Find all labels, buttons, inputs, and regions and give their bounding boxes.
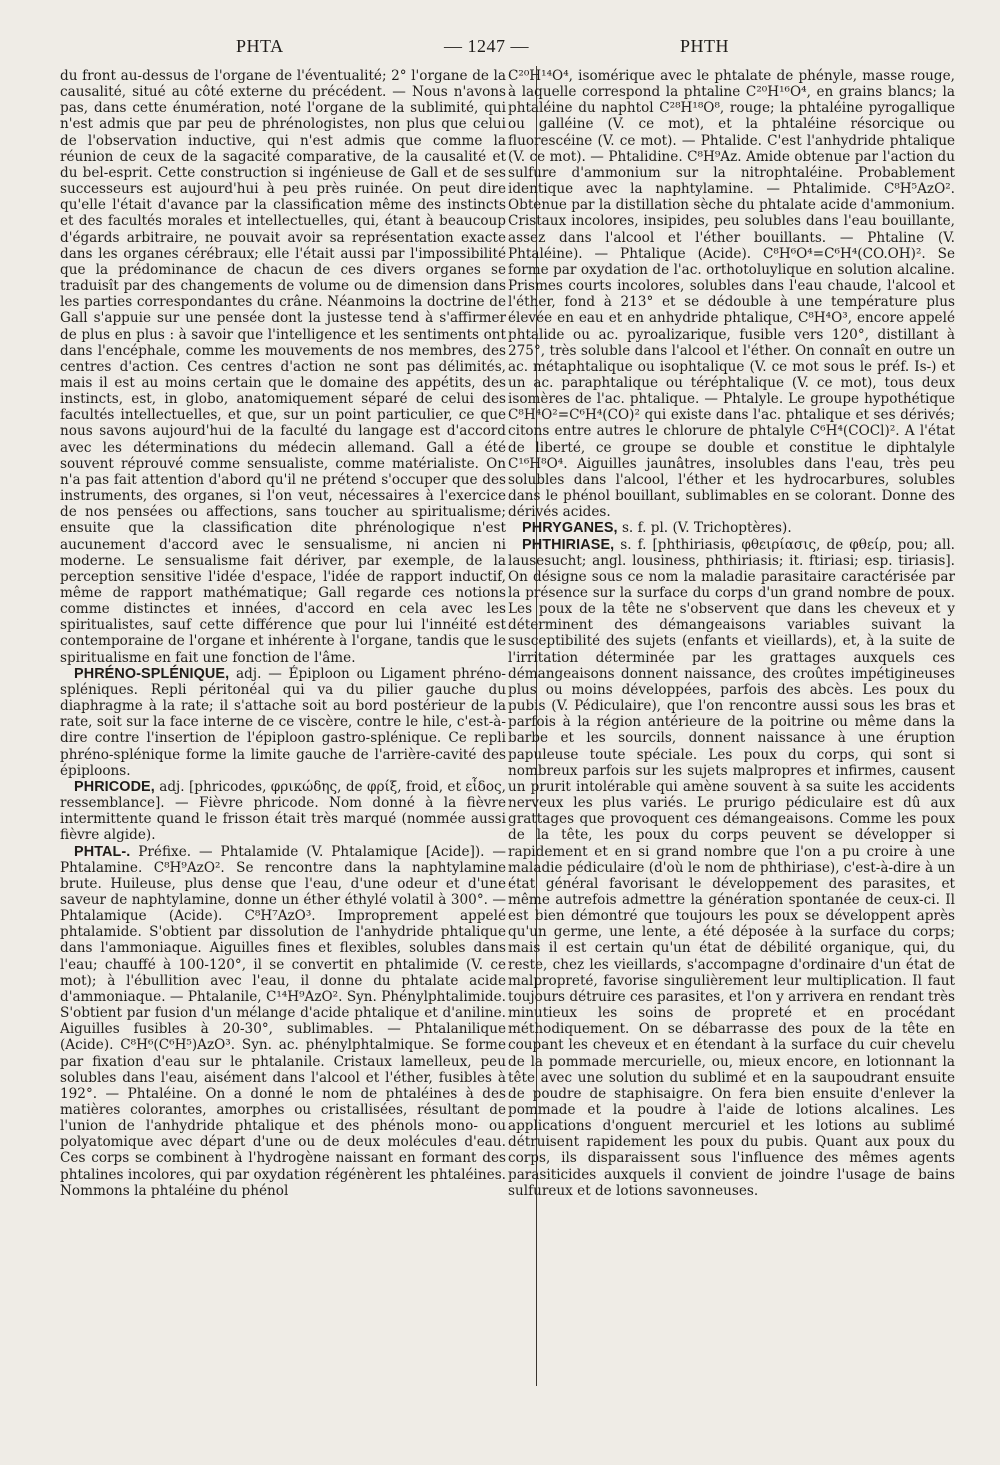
entry-body: Préfixe. — Phtalamide (V. Phtalamique [Acide]). — Phtalamine. C⁸H⁹AzO². Se rencontre dans la naphtylamine brute. Huileuse, plus dense que l'eau, d'une odeur et d'une saveur de naphtylamine, donne un éther éthylé volatil à 300°. — Phtalamique (Acide). C⁸H⁷AzO³. Improprement appelé phtalamide. S'obtient par dissolution de l'anhydride phtalique dans l'ammoniaque. Aiguilles fines et flexibles, solubles dans l'eau; chauffé à 100-120°, il se convertit en phtalimide (V. ce mot); à l'ébullition avec l'eau, il donne du phtalate acide d'ammoniaque. — Phtalanile, C¹⁴H⁹AzO². Syn. Phénylphtalimide. S'obtient par fusion d'un mélange d'acide phtalique et d'aniline. Aiguilles fusibles à 20-30°, sublimables. — Phtalanilique (Acide). C⁸H⁶(C⁶H⁵)AzO³. Syn. ac. phénylphtalmique. Se forme par fixation d'eau sur le phtalanile. Cristaux lamelleux, peu solubles dans l'eau, aisément dans l'alcool et l'éther, fusibles à 192°. — Phtaléine. On a donné le nom de phtaléines à des matières colorantes, amorphes ou cristallisées, résultant de l'union de l'anhydride phtalique et des phénols mono- ou polyatomique avec départ d'une ou de deux molécules d'eau. Ces corps se combinent à l'hydrogène naissant en formant des phtalines incolores, qui par oxydation régénèrent les phtaléines. Nommons la phtaléine du phénol	[60, 843, 506, 1199]
headword: PHRYGANES,	[522, 520, 618, 537]
continued-paragraph: C²⁰H¹⁴O⁴, isomérique avec le phtalate de phényle, masse rouge, à laquelle correspond la phtaline C²⁰H¹⁶O⁴, en grains blancs; la phtaléine du naphtol C²⁸H¹⁸O⁸, rouge; la phtaléine pyrogallique ou galléine (V. ce mot), et la phtaléine résorcique ou fluorescéine (V. ce mot). — Phtalide. C'est l'anhydride phtalique (V. ce mot). — Phtalidine. C⁸H⁹Az. Amide obtenue par l'action du sulfure d'ammonium sur la nitrophtaléine. Probablement identique avec la naphtylamine. — Phtalimide. C⁸H⁵AzO². Obtenue par la distillation sèche du phtalate acide d'ammonium. Cristaux incolores, insipides, peu solubles dans l'eau bouillante, assez dans l'alcool et l'éther bouillants. — Phtaline (V. Phtaléine). — Phtalique (Acide). C⁸H⁶O⁴=C⁶H⁴(CO.OH)². Se forme par oxydation de l'ac. orthotoluylique en solution alcaline. Prismes courts incolores, solubles dans l'eau chaude, l'alcool et l'éther, fond à 213° et se dédouble à une température plus élevée en eau et en anhydride phtalique, C⁸H⁴O³, encore appelé phtalide ou ac. pyroalizarique, fusible vers 120°, distillant à 275°, très soluble dans l'alcool et l'éther. On connaît en outre un ac. métaphtalique ou isophtalique (V. ce mot sous le préf. Is-) et un ac. paraphtalique ou téréphtalique (V. ce mot), tous deux isomères de l'ac. phtalique. — Phtalyle. Le groupe hypothétique C⁸H⁴O²=C⁶H⁴(CO)² qui existe dans l'ac. phtalique et ses dérivés; citons entre autres le chlorure de phtalyle C⁶H⁴(COCl)². A l'état de liberté, ce groupe se double et constitue le diphtalyle C¹⁶H⁸O⁴. Aiguilles jaunâtres, insolubles dans l'eau, très peu solubles dans l'alcool, l'éther et les hydrocarbures, solubles dans le phénol bouillant, sublimables en se colorant. Donne des dérivés acides.	[508, 68, 955, 521]
entry-phtal	[60, 844, 506, 1199]
running-header	[40, 30, 980, 62]
entry-phthiriase	[508, 537, 955, 1199]
headword: PHRICODE,	[74, 778, 155, 795]
entry-phricode	[60, 779, 506, 844]
page-number: — 1247 —	[444, 36, 529, 56]
headword: PHTHIRIASE,	[522, 536, 615, 553]
left-column	[60, 68, 506, 1199]
header-right-guideword: PHTH	[680, 36, 730, 56]
entry-body: adj. [phricodes, φρικώδης, de φρίξ, froid, et εἶδος, ressemblance]. — Fièvre phricode. Nom donné à la fièvre intermittente quand le frisson était très marqué (nommée aussi fièvre algide).	[60, 778, 506, 844]
headword: PHTAL-.	[74, 843, 131, 860]
entry-body: s. f. [phthiriasis, φθειρίασις, de φθείρ, pou; all. lausesucht; angl. lousiness, phthiriasis; it. ftiriasi; esp. tiriasis]. On désigne sous ce nom la maladie parasitaire caractérisée par la présence sur la surface du corps d'un grand nombre de poux. Les poux de la tête ne s'observent que dans les cheveux et y déterminent des démangeaisons variables suivant la susceptibilité des sujets (enfants et vieillards), et, à la suite de l'irritation déterminée par les grattages auxquels ces démangeaisons donnent naissance, des croûtes impétigineuses plus ou moins développées, parfois des abcès. Les poux du pubis (V. Pédiculaire), que l'on rencontre aussi sous les bras et parfois à la région antérieure de la poitrine ou même dans la barbe et les sourcils, donnent naissance à une éruption papuleuse toute spéciale. Les poux du corps, qui sont si nombreux parfois sur les sujets malpropres et infirmes, causent un prurit intolérable qui amène souvent à sa suite les accidents nerveux les plus variés. Le prurigo pédiculaire est dû aux grattages que provoquent ces démangeaisons. Comme les poux de la tête, les poux du corps peuvent se développer si rapidement et en si grand nombre que l'on a pu croire à une maladie pédiculaire (d'où le nom de phthiriase), c'est-à-dire à un état général favorisant le développement des parasites, et même autrefois admettre la génération spontanée de ceux-ci. Il est bien démontré que toujours les poux se développent après qu'un germe, une lente, a été déposée à la surface du corps; mais il est certain qu'un état de débilité organique, qui, du reste, chez les vieillards, s'accompagne d'ordinaire d'un état de malpropreté, favorise singulièrement leur multiplication. Il faut toujours détruire ces parasites, et l'on y arrivera en rendant très minutieux les soins de propreté et en procédant méthodiquement. On se débarrasse des poux de la tête en coupant les cheveux et en étendant à la surface du cuir chevelu de la pommade mercurielle, ou, mieux encore, en lotionnant la tête avec une solution du sublimé et en la saupoudrant ensuite de poudre de staphisaigre. On fera bien ensuite d'enlever la pommade et la poudre à l'aide de lotions alcalines. Les applications d'onguent mercuriel et les lotions au sublimé détruisent rapidement les poux du pubis. Quant aux poux du corps, ils disparaissent sous l'influence des mêmes agents parasiticides auxquels il convient de joindre l'usage de bains sulfureux et de lotions savonneuses.	[508, 536, 955, 1199]
entry-phreno-splenique	[60, 666, 506, 779]
entry-body: s. f. pl. (V. Trichoptères).	[621, 520, 792, 537]
headword: PHRÉNO-SPLÉNIQUE,	[74, 665, 230, 682]
right-column	[508, 68, 955, 1199]
entry-phryganes	[508, 520, 955, 536]
dictionary-page	[40, 30, 980, 1440]
entry-body: adj. — Épiploon ou Ligament phréno-spléniques. Repli péritonéal qui va du pilier gauche du diaphragme à la rate; il s'attache soit au bord postérieur de la rate, soit sur la face interne de ce viscère, contre le hile, c'est-à-dire contre l'insertion de l'épiploon gastro-splénique. Ce repli phréno-splénique forme la limite gauche de l'arrière-cavité des épiploons.	[60, 665, 506, 779]
continued-paragraph: du front au-dessus de l'organe de l'éventualité; 2° l'organe de la causalité, situé au côté externe du précédent. — Nous n'avons pas, dans cette énumération, noté l'organe de la sublimité, qui n'est admis que par peu de phrénologistes, non plus que celui de l'observation inductive, qui n'est admis que comme la réunion de ceux de la sagacité comparative, de la causalité et du bel-esprit. Cette construction si ingénieuse de Gall et de ses successeurs est aujourd'hui à peu près ruinée. On peut dire qu'elle l'était d'avance par la classification même des instincts et des facultés morales et intellectuelles, qui, étant à beaucoup d'égards arbitraire, ne pouvait avoir sa représentation exacte dans les organes cérébraux; elle l'était aussi par l'impossibilité que la prédominance de chacun de ces divers organes se traduisît par des changements de volume ou de dimension dans les parties correspondantes du crâne. Néanmoins la doctrine de Gall s'appuie sur une pensée dont la justesse tend à s'affirmer de plus en plus : à savoir que l'intelligence et les sentiments ont dans l'encéphale, comme les mouvements de nos membres, des centres d'action. Ces centres d'action ne sont pas délimités, mais il est au moins certain que le domaine des appétits, des instincts, est, in globo, anatomiquement séparé de celui des facultés intellectuelles, et que, sur un point particulier, ce que nous savons aujourd'hui de la faculté du langage est d'accord avec les déterminations du médecin allemand. Gall a été souvent réprouvé comme sensualiste, comme matérialiste. On n'a pas fait attention d'abord qu'il ne prétend s'occuper que des instruments, des organes, si l'on veut, nécessaires à l'exercice de nos pensées ou affections, sans toucher au spiritualisme; ensuite que la classification dite phrénologique n'est aucunement d'accord avec le sensualisme, ni ancien ni moderne. Le sensualisme fait dériver, par exemple, de la perception sensitive l'idée d'espace, l'idée de rapport inductif, même de rapport mathématique; Gall regarde ces notions comme distinctes et innées, d'accord en cela avec les spiritualistes, sauf cette différence que pour lui l'innéité est contemporaine de l'organe et inhérente à l'organe, tandis que le spiritualisme en fait une fonction de l'âme.	[60, 68, 506, 666]
header-left-guideword: PHTA	[236, 36, 284, 56]
